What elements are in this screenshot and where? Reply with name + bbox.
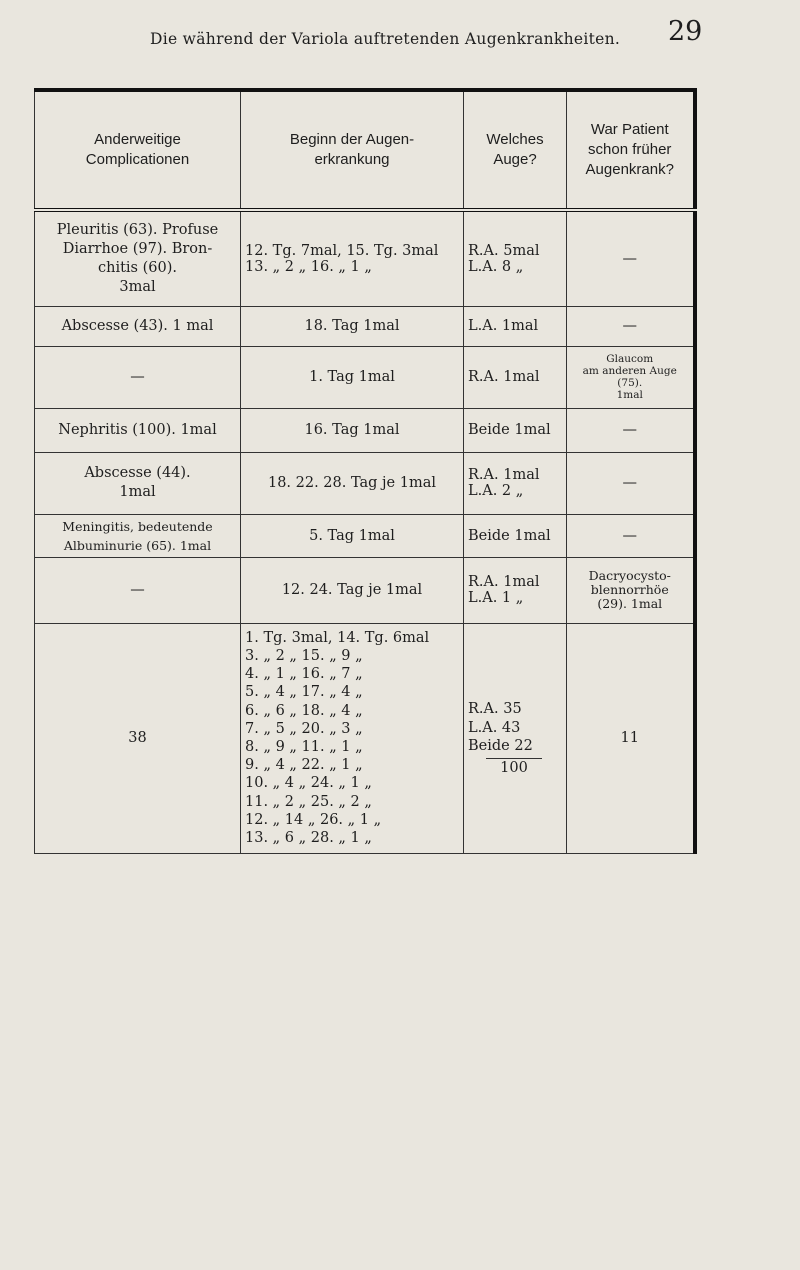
cell-total-eye: R.A. 35 L.A. 43 Beide 22 100	[464, 623, 567, 853]
header-complications: Anderweitige Complicationen	[35, 90, 241, 210]
cell-complications: Abscesse (43). 1 mal	[35, 306, 241, 346]
header-eye: Welches Auge?	[464, 90, 567, 210]
cell-previous: —	[567, 408, 695, 452]
cell-total-onset: 1. Tg. 3mal, 14. Tg. 6mal 3. „ 2 „ 15. „ 9 „ 4. „ 1 „ 16. „ 7 „ 5. „ 4 „ 17. „ 4 „ 6. „ 6 „ 18. „ 4 „ 7. „ 5 „ 20. „ 3 „ 8. „ 9 „ 11. „ 1 „ 9. „ 4 „ 22. „ 1 „ 10. „ 4 „ 24. „ 1 „ 11. „ 2 „ 25. „ 2 „ 12. „ 14 „ 26. „ 1 „ 13. „ 6 „ 28. „ 1 „	[241, 623, 464, 853]
statistics-table	[34, 88, 697, 854]
cell-previous: —	[567, 514, 695, 557]
cell-complications: Abscesse (44). 1mal	[35, 452, 241, 514]
cell-eye: L.A. 1mal	[464, 306, 567, 346]
table-row	[35, 452, 695, 514]
cell-previous: —	[567, 452, 695, 514]
cell-previous: Dacryocysto- blennorrhöe (29). 1mal	[567, 557, 695, 623]
totals-row	[35, 623, 695, 853]
table-row	[35, 346, 695, 408]
running-title: Die während der Variola auftretenden Augenkrankheiten.	[150, 30, 621, 48]
header-onset: Beginn der Augen- erkrankung	[241, 90, 464, 210]
cell-eye: R.A. 1mal L.A. 1 „	[464, 557, 567, 623]
cell-total-complications: 38	[35, 623, 241, 853]
page-header	[0, 0, 800, 60]
table-row	[35, 210, 695, 306]
cell-onset: 12. Tg. 7mal, 15. Tg. 3mal 13. „ 2 „ 16. „ 1 „	[241, 210, 464, 306]
cell-complications: Nephritis (100). 1mal	[35, 408, 241, 452]
table-row	[35, 557, 695, 623]
eye-sum: 100	[486, 758, 542, 776]
cell-onset: 12. 24. Tag je 1mal	[241, 557, 464, 623]
cell-complications: Pleuritis (63). Profuse Diarrhoe (97). Bron- chitis (60). 3mal	[35, 210, 241, 306]
table-row	[35, 306, 695, 346]
cell-complications: Meningitis, bedeutende Albuminurie (65). 1mal	[35, 514, 241, 557]
cell-eye: Beide 1mal	[464, 408, 567, 452]
cell-previous: —	[567, 306, 695, 346]
cell-total-previous: 11	[567, 623, 695, 853]
header-previous: War Patient schon früher Augenkrank?	[567, 90, 695, 210]
cell-eye: R.A. 1mal L.A. 2 „	[464, 452, 567, 514]
cell-onset: 18. 22. 28. Tag je 1mal	[241, 452, 464, 514]
cell-eye: Beide 1mal	[464, 514, 567, 557]
cell-onset: 18. Tag 1mal	[241, 306, 464, 346]
table-row	[35, 514, 695, 557]
header-row	[35, 90, 695, 210]
table-row	[35, 408, 695, 452]
cell-previous: —	[567, 210, 695, 306]
cell-eye: R.A. 1mal	[464, 346, 567, 408]
cell-onset: 1. Tag 1mal	[241, 346, 464, 408]
cell-complications: —	[35, 346, 241, 408]
cell-complications: —	[35, 557, 241, 623]
cell-eye: R.A. 5mal L.A. 8 „	[464, 210, 567, 306]
cell-onset: 16. Tag 1mal	[241, 408, 464, 452]
cell-onset: 5. Tag 1mal	[241, 514, 464, 557]
cell-previous: Glaucom am anderen Auge (75). 1mal	[567, 346, 695, 408]
page-number: 29	[668, 16, 703, 47]
